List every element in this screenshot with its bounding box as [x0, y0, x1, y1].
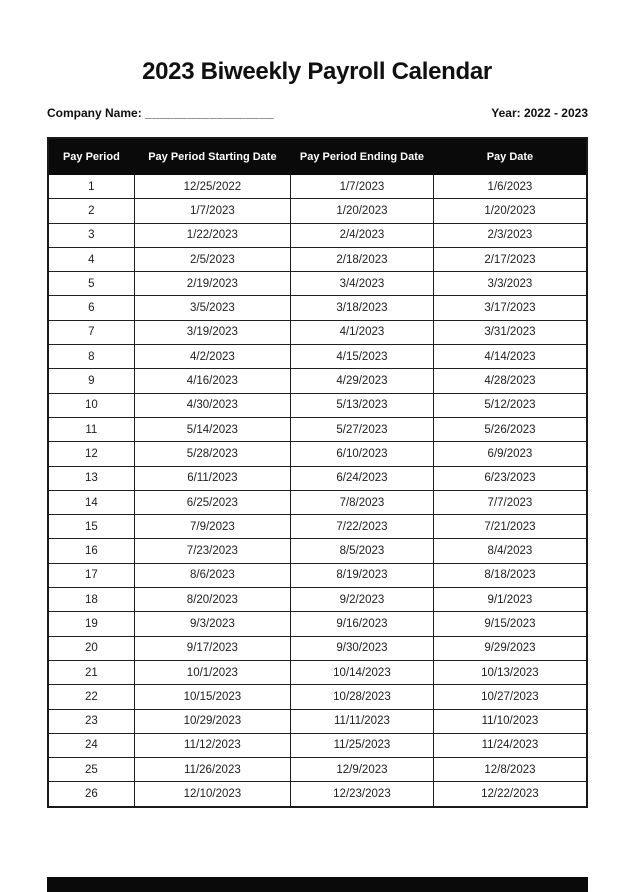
cell-start-date: 6/25/2023: [134, 490, 290, 514]
cell-pay-period: 21: [48, 660, 134, 684]
cell-end-date: 8/19/2023: [291, 563, 434, 587]
cell-end-date: 11/11/2023: [291, 709, 434, 733]
cell-pay-period: 16: [48, 539, 134, 563]
cell-start-date: 12/10/2023: [134, 782, 290, 807]
cell-pay-period: 20: [48, 636, 134, 660]
cell-pay-date: 9/15/2023: [433, 612, 587, 636]
cell-start-date: 6/11/2023: [134, 466, 290, 490]
cell-pay-date: 11/24/2023: [433, 733, 587, 757]
table-row: [48, 685, 587, 709]
table-row: [48, 636, 587, 660]
cell-start-date: 3/5/2023: [134, 296, 290, 320]
table-row: [48, 490, 587, 514]
table-row: [48, 247, 587, 271]
cell-start-date: 3/19/2023: [134, 320, 290, 344]
cell-pay-period: 13: [48, 466, 134, 490]
cell-pay-period: 2: [48, 199, 134, 223]
cell-pay-period: 9: [48, 369, 134, 393]
cell-start-date: 12/25/2022: [134, 175, 290, 199]
cell-pay-date: 5/12/2023: [433, 393, 587, 417]
cell-end-date: 3/18/2023: [291, 296, 434, 320]
table-row: [48, 417, 587, 441]
cell-pay-period: 14: [48, 490, 134, 514]
cell-pay-date: 9/29/2023: [433, 636, 587, 660]
cell-end-date: 4/1/2023: [291, 320, 434, 344]
cell-start-date: 5/14/2023: [134, 417, 290, 441]
cell-start-date: 2/5/2023: [134, 247, 290, 271]
cell-pay-date: 10/27/2023: [433, 685, 587, 709]
cell-pay-period: 18: [48, 588, 134, 612]
year-label: Year: 2022 - 2023: [491, 106, 588, 120]
cell-end-date: 7/22/2023: [291, 515, 434, 539]
cell-end-date: 2/18/2023: [291, 247, 434, 271]
table-row: [48, 296, 587, 320]
cell-pay-date: 3/31/2023: [433, 320, 587, 344]
table-row: [48, 175, 587, 199]
cell-pay-date: 8/4/2023: [433, 539, 587, 563]
cell-start-date: 10/15/2023: [134, 685, 290, 709]
cell-pay-date: 4/28/2023: [433, 369, 587, 393]
cell-pay-period: 11: [48, 417, 134, 441]
cell-pay-period: 12: [48, 442, 134, 466]
table-row: [48, 612, 587, 636]
table-row: [48, 563, 587, 587]
table-row: [48, 709, 587, 733]
cell-pay-period: 25: [48, 758, 134, 782]
cell-start-date: 1/22/2023: [134, 223, 290, 247]
cell-start-date: 7/9/2023: [134, 515, 290, 539]
payroll-table: [47, 137, 588, 808]
page-title: 2023 Biweekly Payroll Calendar: [142, 58, 492, 86]
cell-pay-date: 9/1/2023: [433, 588, 587, 612]
cell-start-date: 7/23/2023: [134, 539, 290, 563]
table-row: [48, 369, 587, 393]
cell-start-date: 10/1/2023: [134, 660, 290, 684]
table-row: [48, 223, 587, 247]
table-row: [48, 393, 587, 417]
cell-start-date: 9/17/2023: [134, 636, 290, 660]
cell-pay-date: 1/20/2023: [433, 199, 587, 223]
cell-pay-date: 12/8/2023: [433, 758, 587, 782]
cell-start-date: 4/30/2023: [134, 393, 290, 417]
cell-start-date: 9/3/2023: [134, 612, 290, 636]
cell-pay-date: 8/18/2023: [433, 563, 587, 587]
cell-pay-period: 6: [48, 296, 134, 320]
cell-pay-date: 7/21/2023: [433, 515, 587, 539]
cell-end-date: 9/30/2023: [291, 636, 434, 660]
table-row: [48, 539, 587, 563]
cell-end-date: 2/4/2023: [291, 223, 434, 247]
cell-start-date: 5/28/2023: [134, 442, 290, 466]
cell-end-date: 10/28/2023: [291, 685, 434, 709]
cell-pay-date: 11/10/2023: [433, 709, 587, 733]
table-row: [48, 515, 587, 539]
cell-pay-period: 10: [48, 393, 134, 417]
cell-pay-date: 2/17/2023: [433, 247, 587, 271]
table-row: [48, 199, 587, 223]
cell-end-date: 9/2/2023: [291, 588, 434, 612]
cell-pay-date: 6/23/2023: [433, 466, 587, 490]
cell-pay-date: 7/7/2023: [433, 490, 587, 514]
cell-pay-date: 3/3/2023: [433, 272, 587, 296]
table-row: [48, 733, 587, 757]
table-row: [48, 466, 587, 490]
cell-pay-period: 15: [48, 515, 134, 539]
table-row: [48, 272, 587, 296]
cell-start-date: 4/16/2023: [134, 369, 290, 393]
cell-end-date: 12/9/2023: [291, 758, 434, 782]
cell-pay-period: 3: [48, 223, 134, 247]
cell-pay-date: 12/22/2023: [433, 782, 587, 807]
payroll-table-body: [48, 175, 587, 807]
cell-pay-period: 26: [48, 782, 134, 807]
cell-pay-date: 6/9/2023: [433, 442, 587, 466]
cell-start-date: 1/7/2023: [134, 199, 290, 223]
cell-pay-period: 22: [48, 685, 134, 709]
cell-end-date: 6/10/2023: [291, 442, 434, 466]
table-row: [48, 660, 587, 684]
header-cell-start-date: Pay Period Starting Date: [134, 138, 290, 175]
cell-pay-date: 2/3/2023: [433, 223, 587, 247]
cell-start-date: 4/2/2023: [134, 345, 290, 369]
cell-end-date: 5/13/2023: [291, 393, 434, 417]
company-name-label: Company Name:: [47, 106, 142, 120]
cell-end-date: 11/25/2023: [291, 733, 434, 757]
cell-pay-period: 7: [48, 320, 134, 344]
cell-start-date: 2/19/2023: [134, 272, 290, 296]
cell-start-date: 11/12/2023: [134, 733, 290, 757]
cell-start-date: 11/26/2023: [134, 758, 290, 782]
cell-pay-period: 4: [48, 247, 134, 271]
cell-end-date: 9/16/2023: [291, 612, 434, 636]
cell-end-date: 7/8/2023: [291, 490, 434, 514]
cell-pay-date: 5/26/2023: [433, 417, 587, 441]
cell-end-date: 12/23/2023: [291, 782, 434, 807]
table-row: [48, 345, 587, 369]
cell-pay-period: 8: [48, 345, 134, 369]
cell-start-date: 8/6/2023: [134, 563, 290, 587]
table-row: [48, 442, 587, 466]
cell-pay-period: 5: [48, 272, 134, 296]
cell-start-date: 10/29/2023: [134, 709, 290, 733]
cell-pay-date: 4/14/2023: [433, 345, 587, 369]
cell-pay-date: 10/13/2023: [433, 660, 587, 684]
cell-end-date: 4/29/2023: [291, 369, 434, 393]
cell-pay-date: 3/17/2023: [433, 296, 587, 320]
cell-end-date: 4/15/2023: [291, 345, 434, 369]
table-row: [48, 320, 587, 344]
cell-end-date: 1/7/2023: [291, 175, 434, 199]
meta-row: [47, 106, 588, 120]
cell-pay-period: 24: [48, 733, 134, 757]
next-page-table-header-partial: [47, 877, 588, 892]
company-name-blank: __________________: [145, 106, 275, 120]
cell-start-date: 8/20/2023: [134, 588, 290, 612]
cell-pay-period: 1: [48, 175, 134, 199]
cell-pay-period: 23: [48, 709, 134, 733]
table-header-row: [48, 138, 587, 175]
company-name-line: [47, 106, 274, 120]
cell-end-date: 3/4/2023: [291, 272, 434, 296]
cell-end-date: 1/20/2023: [291, 199, 434, 223]
header-cell-end-date: Pay Period Ending Date: [291, 138, 434, 175]
header-cell-pay-date: Pay Date: [433, 138, 587, 175]
cell-end-date: 10/14/2023: [291, 660, 434, 684]
header-cell-pay-period: Pay Period: [48, 138, 134, 175]
table-row: [48, 758, 587, 782]
table-row: [48, 782, 587, 807]
cell-end-date: 6/24/2023: [291, 466, 434, 490]
cell-end-date: 5/27/2023: [291, 417, 434, 441]
cell-pay-period: 17: [48, 563, 134, 587]
table-row: [48, 588, 587, 612]
cell-pay-date: 1/6/2023: [433, 175, 587, 199]
cell-end-date: 8/5/2023: [291, 539, 434, 563]
cell-pay-period: 19: [48, 612, 134, 636]
